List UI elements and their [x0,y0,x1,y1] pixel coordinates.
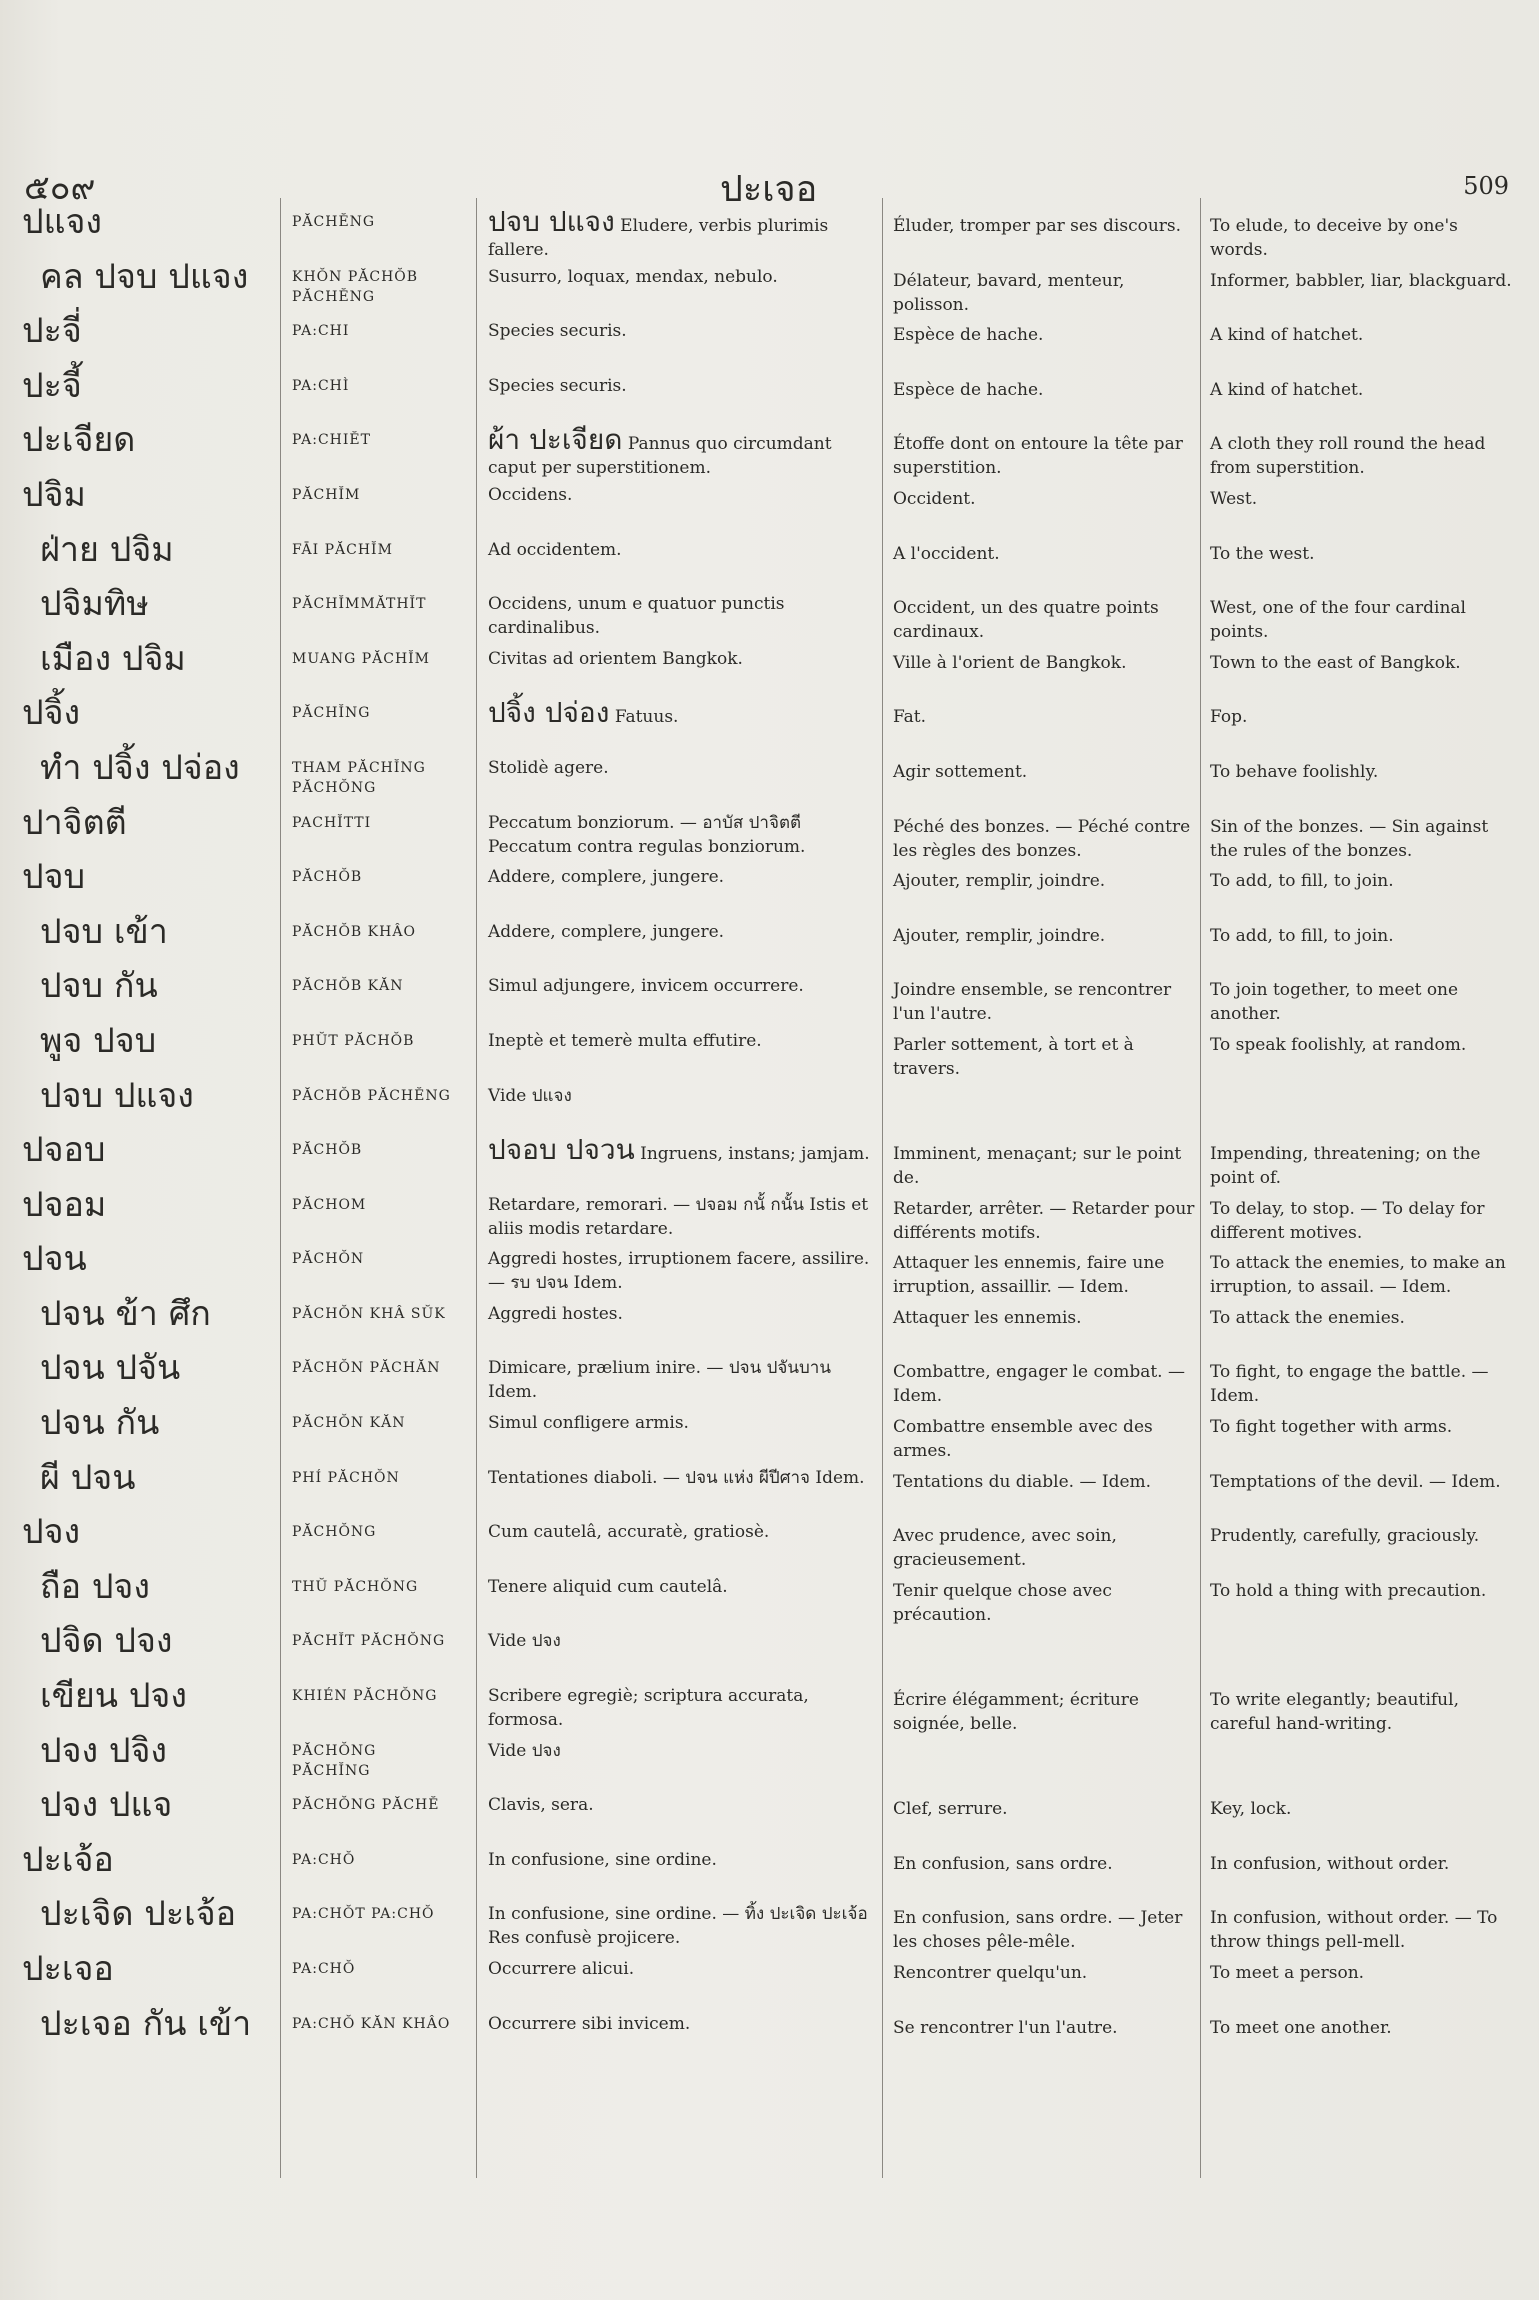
entry-french: Retarder, arrêter. — Retarder pour différents motifs. [893,1198,1195,1243]
dictionary-entry [0,637,1539,692]
entry-latin-text: Addere, complere, jungere. [488,867,725,888]
entry-english: To write elegantly; beautiful, careful hand-writing. [1210,1690,1459,1735]
entry-latin [488,1575,872,1599]
entry-english: Key, lock. [1210,1799,1292,1820]
entry-romanization: PĂCHŎB KĂN [292,978,404,995]
entry-thai-headword: ปจบ กัน [40,966,158,1007]
dictionary-entry [0,1729,1539,1784]
entry-latin [488,1084,872,1108]
entry-latin [488,1411,872,1435]
entry-latin-thai: ผ้า ปะเจียด [488,423,623,457]
entry-french: Fat. [893,707,927,728]
entry-romanization: PĂCHŎN PĂCHĂN [292,1360,441,1377]
entry-french: Éluder, tromper par ses discours. [893,216,1182,236]
entry-latin [488,1629,872,1653]
entry-latin-text: Clavis, sera. [488,1795,594,1816]
entry-romanization: PĂCHŎN KĂN [292,1415,406,1432]
entry-english: To join together, to meet one another. [1210,980,1459,1025]
entry-latin [488,1793,872,1817]
entry-english: To hold a thing with precaution. [1210,1580,1487,1601]
entry-romanization: PĂCHŎNG PĂCHĔ [292,1797,440,1814]
dictionary-entry [0,255,1539,315]
entry-latin-text: Fatuus. [614,707,679,728]
entry-thai-headword: ปจง ปแจ [40,1785,173,1826]
entry-french: Rencontrer quelqu'un. [893,1963,1088,1983]
entry-thai-headword: ปจอม [22,1184,107,1225]
entry-romanization: PĂCHOM [292,1196,367,1213]
entry-romanization: THŬ PĂCHŎNG [292,1578,419,1595]
entry-english: To behave foolishly. [1210,761,1379,782]
entry-thai-headword: พูจ ปจบ [40,1020,157,1061]
entry-thai-headword: ปะเจิด ปะเจ้อ [40,1894,237,1935]
entry-romanization: PĂCHĬNG [292,705,371,722]
entry-latin-text: Aggredi hostes, irruptionem facere, assilire. — รบ ปจน Idem. [488,1249,870,1294]
entry-romanization: PA:CHI [292,323,350,340]
entry-latin [488,483,872,507]
entry-romanization: PHÍ PĂCHŎN [292,1469,400,1486]
entry-english: To speak foolishly, at random. [1210,1034,1467,1055]
entry-thai-headword: ปจง [22,1512,81,1553]
entry-latin [488,2012,872,2036]
entry-latin [488,920,872,944]
entry-thai-headword: ปะเจอ [22,1949,114,1989]
entry-french: Écrire élégamment; écriture soignée, belle. [893,1690,1139,1735]
entry-romanization: PĂCHŎN [292,1251,365,1268]
dictionary-entry [0,1346,1539,1407]
dictionary-entry [0,1565,1539,1625]
dictionary-entry [0,1183,1539,1243]
dictionary-entry [0,200,1539,260]
entry-latin-text: In confusione, sine ordine. — ทิ้ง ปะเจิด ปะเจ้อ Res confusè projicere. [488,1904,868,1949]
entry-romanization: KHIÉN PĂCHŎNG [292,1688,438,1705]
entry-latin-text: Simul confligere armis. [488,1413,689,1434]
entry-french: Tenir quelque chose avec précaution. [893,1580,1112,1625]
dictionary-entry [0,2002,1539,2057]
page-title: ปะเจอ [720,169,818,210]
entry-latin-text: Cum cautelâ, accuratè, gratiosè. [488,1522,770,1543]
entry-latin-text: Vide ปจง [488,1740,561,1761]
entry-thai-headword: ปจิด ปจง [40,1621,173,1662]
entry-english: A kind of hatchet. [1210,379,1364,400]
entry-latin-text: Occidens. [488,484,573,505]
entry-romanization: PĂCHŎB [292,869,363,886]
dictionary-entry [0,1892,1539,1953]
entry-latin [488,647,872,671]
entry-latin-text: Occurrere alicui. [488,1959,635,1979]
dictionary-entry [0,1456,1539,1511]
entry-thai-headword: ปจิมทิษ [40,584,149,625]
entry-latin-thai: ปจบ ปแจง [488,205,615,238]
entry-french: Imminent, menaçant; sur le point de. [893,1144,1182,1189]
entry-thai-headword: ปจน [22,1239,87,1280]
entry-romanization: PĂCHŎB [292,1142,363,1159]
entry-thai-headword: ปจบ เข้า [40,911,168,952]
entry-romanization: PA:CHÌ [292,377,350,394]
entry-thai-headword: ปะเจ้อ [22,1839,114,1880]
entry-romanization: PĂCHĬMMĂTHĬT [292,596,427,613]
entry-english: Temptations of the devil. — Idem. [1210,1471,1501,1492]
entry-english: To delay, to stop. — To delay for different motives. [1210,1198,1485,1243]
entry-romanization: MUANG PĂCHĬM [292,650,431,667]
entry-latin [488,1302,872,1326]
entry-latin-text: Civitas ad orientem Bangkok. [488,648,743,669]
dictionary-entry [0,1401,1539,1462]
entry-latin-text: Occurrere sibi invicem. [488,2013,691,2034]
entry-latin [488,1848,872,1872]
entry-thai-headword: ฝ่าย ปจิม [40,529,174,570]
entry-french: En confusion, sans ordre. — Jeter les choses pêle-mêle. [893,1908,1183,1953]
entry-latin-text: Retardare, remorari. — ปจอม กนั้ กนั้น Istis et aliis modis retardare. [488,1194,869,1239]
entry-romanization: THAM PĂCHĬNG PĂCHŎNG [292,759,426,796]
entry-latin-text: Ingruens, instans; jamjam. [640,1144,870,1165]
entry-thai-headword: ปะเจอ กัน เข้า [40,2003,252,2044]
entry-latin [488,1957,872,1981]
entry-romanization: PĂCHŎNG [292,1524,377,1541]
entry-english: West, one of the four cardinal points. [1210,598,1466,643]
entry-english: Sin of the bonzes. — Sin against the rules of the bonzes. [1210,816,1489,861]
entry-latin [488,1739,872,1763]
entry-latin [488,538,872,562]
entry-french: Clef, serrure. [893,1799,1008,1820]
entry-latin-text: Ad occidentem. [488,539,622,560]
entry-french: Occident. [893,488,976,509]
entry-latin [488,1193,872,1241]
entry-thai-headword: ปจิ้ง [22,693,81,734]
entry-latin [488,1466,872,1490]
entry-latin-text: Tentationes diaboli. — ปจน แห่ง ผีปีศาจ Idem. [488,1467,865,1488]
entry-french: Agir sottement. [893,761,1028,782]
entry-latin [488,1356,872,1404]
entry-english: To the west. [1210,543,1315,564]
entry-english: Fop. [1210,707,1248,728]
entry-romanization: PĂCHŎNG PĂCHĬNG [292,1742,377,1779]
entry-english: In confusion, without order. — To throw things pell-mell. [1210,1908,1498,1953]
entry-french: Tentations du diable. — Idem. [893,1471,1152,1492]
entry-latin-text: Species securis. [488,375,627,396]
entry-french: En confusion, sans ordre. [893,1853,1113,1874]
dictionary-entry [0,364,1539,419]
dictionary-entry [0,309,1539,364]
entry-french: Ajouter, remplir, joindre. [893,925,1106,946]
entry-latin-text: Simul adjungere, invicem occurrere. [488,976,804,997]
entry-latin-text: Vide ปจง [488,1631,561,1652]
entry-french: Combattre, engager le combat. — Idem. [893,1362,1185,1407]
page-number-thai: ๕๐๙ [24,168,96,208]
entry-latin-text: Susurro, loquax, mendax, nebulo. [488,266,778,287]
entry-romanization: PĂCHŎB PĂCHĔNG [292,1087,451,1104]
entry-english: To elude, to deceive by one's words. [1210,216,1458,260]
entry-latin [488,1029,872,1053]
entry-thai-headword: ปจอบ [22,1130,106,1171]
entry-latin [488,811,872,859]
dictionary-entry [0,473,1539,528]
entry-latin-text: Addere, complere, jungere. [488,921,725,942]
entry-thai-headword: ปจบ ปแจง [40,1075,194,1116]
entry-english: Town to the east of Bangkok. [1210,652,1461,673]
entry-latin [488,265,872,289]
entry-latin [488,592,872,640]
entry-english: To add, to fill, to join. [1210,925,1394,946]
entry-romanization: PĂCHŎN KHÂ SŬK [292,1305,446,1322]
dictionary-entry [0,855,1539,910]
entry-romanization: PACHĬTTI [292,814,372,831]
entry-romanization: PĂCHĔNG [292,214,376,230]
entry-thai-headword: เขียน ปจง [40,1676,187,1717]
entry-thai-headword: ปแจง [22,202,103,242]
entry-latin [488,374,872,398]
entry-thai-headword: เมือง ปจิม [40,638,186,679]
entry-thai-headword: ทำ ปจิ้ง ปจ่อง [40,747,240,788]
entry-french: A l'occident. [893,543,1000,564]
entry-latin [488,865,872,889]
dictionary-entry [0,1292,1539,1347]
entry-latin [488,1902,872,1950]
entry-thai-headword: ปาจิตตี [22,802,127,843]
entry-latin [488,1247,872,1295]
entry-english: To meet one another. [1210,2017,1392,2038]
entry-latin [488,1520,872,1544]
dictionary-entry [0,801,1539,861]
dictionary-entry [0,418,1539,479]
entry-english: Informer, babbler, liar, blackguard. [1210,270,1512,291]
entry-french: Occident, un des quatre points cardinaux. [893,598,1159,643]
entry-latin-text: Occidens, unum e quatuor punctis cardinalibus. [488,594,785,639]
entry-french: Parler sottement, à tort et à travers. [893,1034,1134,1079]
entry-thai-headword: คล ปจบ ปแจง [40,256,249,297]
entry-latin [488,696,872,730]
entry-latin-text: Pannus quo circumdant caput per superstitionem. [488,434,832,479]
dictionary-entry [0,1510,1539,1571]
entry-romanization: PHŬT PĂCHŎB [292,1032,415,1049]
entry-thai-headword: ปจน ปจัน [40,1348,181,1389]
entry-english: A cloth they roll round the head from superstition. [1210,434,1486,479]
entry-latin-text: Aggredi hostes. [488,1303,623,1324]
entry-english: Impending, threatening; on the point of. [1210,1144,1481,1189]
dictionary-entry [0,1237,1539,1298]
entry-thai-headword: ปจน ข้า ศึก [40,1293,211,1334]
entry-latin [488,1684,872,1732]
entry-latin-text: Stolidè agere. [488,757,609,778]
entry-latin-text: Scribere egregiè; scriptura accurata, formosa. [488,1686,809,1731]
entry-french: Attaquer les ennemis, faire une irruption, assaillir. — Idem. [893,1253,1165,1298]
entry-french: Se rencontrer l'un l'autre. [893,2017,1118,2038]
dictionary-entry [0,964,1539,1025]
entry-romanization: FĀI PĂCHĬM [292,541,393,558]
entry-thai-headword: ถือ ปจง [40,1566,150,1607]
entry-romanization: PA:CHŎ [292,1851,356,1868]
entry-latin [488,756,872,780]
entry-french: Ville à l'orient de Bangkok. [893,652,1127,673]
entry-french: Délateur, bavard, menteur, polisson. [893,270,1125,315]
dictionary-entry [0,1947,1539,2002]
entry-latin-text: Tenere aliquid cum cautelâ. [488,1576,728,1597]
dictionary-entry [0,1074,1539,1129]
entry-thai-headword: ผี ปจน [40,1457,136,1498]
dictionary-entry [0,910,1539,965]
entry-latin-thai: ปจิ้ง ปจ่อง [488,696,610,730]
entry-french: Péché des bonzes. — Péché contre les règles des bonzes. [893,816,1191,861]
entry-thai-headword: ปะจี้ [22,365,82,406]
entry-french: Combattre ensemble avec des armes. [893,1417,1153,1462]
entry-latin-thai: ปจอบ ปจวน [488,1133,635,1167]
entry-latin-text: Dimicare, prælium inire. — ปจน ปจันบาน Idem. [488,1358,831,1403]
entry-latin [488,319,872,343]
entry-romanization: PA:CHŎ [292,1961,356,1977]
entry-latin-text: Ineptè et temerè multa effutire. [488,1030,762,1051]
entry-french: Avec prudence, avec soin, gracieusement. [893,1526,1117,1571]
entry-romanization: PĂCHĬM [292,486,361,503]
entry-latin-text: Species securis. [488,321,627,342]
dictionary-entry [0,746,1539,801]
entry-romanization: PA:CHIĔT [292,432,371,449]
entry-romanization: PA:CHŎ KĂN KHÂO [292,2015,451,2032]
dictionary-entry [0,1838,1539,1893]
entry-latin-text: Vide ปแจง [488,1085,572,1106]
entry-romanization: PĂCHŎB KHÂO [292,923,416,940]
entry-english: Prudently, carefully, graciously. [1210,1526,1480,1547]
dictionary-entry [0,1128,1539,1189]
dictionary-entry [0,1674,1539,1735]
entry-list [0,200,1539,2056]
entry-french: Attaquer les ennemis. [893,1307,1082,1328]
entry-latin [488,1133,872,1167]
entry-english: To fight together with arms. [1210,1417,1453,1438]
entry-english: West. [1210,488,1258,509]
entry-french: Ajouter, remplir, joindre. [893,871,1106,892]
entry-latin-text: Eludere, verbis plurimis fallere. [488,216,829,260]
dictionary-entry [0,1019,1539,1079]
entry-thai-headword: ปจิม [22,474,86,515]
entry-english: A kind of hatchet. [1210,325,1364,346]
entry-romanization: PĂCHĬT PĂCHŎNG [292,1633,446,1650]
entry-french: Joindre ensemble, se rencontrer l'un l'autre. [893,980,1172,1025]
entry-english: To attack the enemies, to make an irruption, to assail. — Idem. [1210,1253,1506,1298]
dictionary-entry [0,1619,1539,1674]
dictionary-entry [0,691,1539,746]
page-number: 509 [1463,172,1509,200]
dictionary-entry [0,582,1539,643]
entry-romanization: PA:CHŎT PA:CHŎ [292,1906,435,1923]
entry-english: To fight, to engage the battle. — Idem. [1210,1362,1489,1407]
entry-french: Étoffe dont on entoure la tête par superstition. [893,434,1183,479]
entry-english: In confusion, without order. [1210,1853,1450,1874]
entry-english: To attack the enemies. [1210,1307,1405,1328]
entry-english: To add, to fill, to join. [1210,871,1394,892]
entry-thai-headword: ปะจี่ [22,311,82,352]
entry-romanization: KHŎN PĂCHŎB PĂCHĔNG [292,268,419,305]
dictionary-entry [0,528,1539,583]
entry-thai-headword: ปจง ปจิง [40,1730,168,1771]
entry-english: To meet a person. [1210,1963,1365,1983]
entry-french: Espèce de hache. [893,325,1044,346]
entry-latin-text: Peccatum bonziorum. — อาบัส ปาจิตตี Peccatum contra regulas bonziorum. [488,812,806,857]
entry-thai-headword: ปจบ [22,857,86,898]
entry-french: Espèce de hache. [893,379,1044,400]
entry-thai-headword: ปจน กัน [40,1403,160,1444]
entry-thai-headword: ปะเจียด [22,420,136,461]
entry-latin [488,974,872,998]
entry-latin-text: In confusione, sine ordine. [488,1849,717,1870]
dictionary-entry [0,1783,1539,1838]
